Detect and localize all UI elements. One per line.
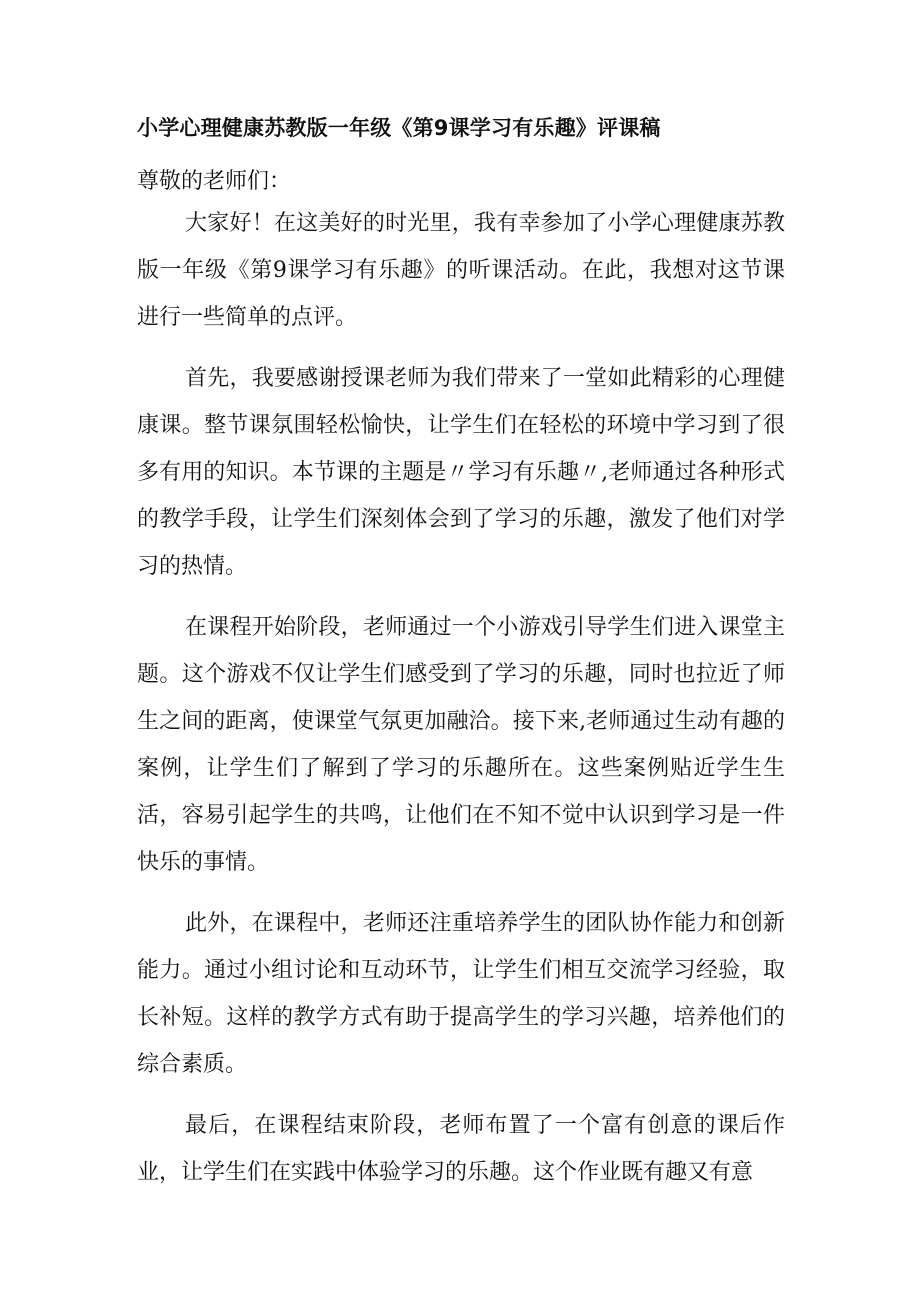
salutation: 尊敬的老师们：: [137, 169, 292, 194]
paragraph-5: 最后，在课程结束阶段，老师布置了一个富有创意的课后作业，让学生们在实践中体验学习的乐趣。这个作业既有趣又有意: [137, 1113, 785, 1185]
paragraph-4: 此外，在课程中，老师还注重培养学生的团队协作能力和创新能力。通过小组讨论和互动环节，让学生们相互交流学习经验，取长补短。这样的教学方式有助于提高学生的学习兴趣，培养他们的综合素质。: [137, 911, 785, 1077]
paragraph-1: 大家好！在这美好的时光里，我有幸参加了小学心理健康苏教版一年级《第9课学习有乐趣》的听课活动。在此，我想对这节课进行一些简单的点评。: [137, 211, 785, 330]
paragraph-3: 在课程开始阶段，老师通过一个小游戏引导学生们进入课堂主题。这个游戏不仅让学生们感受到了学习的乐趣，同时也拉近了师生之间的距离，使课堂气氛更加融洽。接下来,老师通过生动有趣的案例，让学生们了解到了学习的乐趣所在。这些案例贴近学生生活，容易引起学生的共鸣，让他们在不知不觉中认识到学习是一件快乐的事情。: [137, 615, 785, 875]
paragraph-2: 首先，我要感谢授课老师为我们带来了一堂如此精彩的心理健康课。整节课氛围轻松愉快，让学生们在轻松的环境中学习到了很多有用的知识。本节课的主题是〃学习有乐趣〃,老师通过各种形式的教学手段，让学生们深刻体会到了学习的乐趣，激发了他们对学习的热情。: [137, 366, 785, 579]
document-title: 小学心理健康苏教版一年级《第9课学习有乐趣》评课稿: [137, 116, 661, 140]
document-body: [137, 200, 785, 1210]
